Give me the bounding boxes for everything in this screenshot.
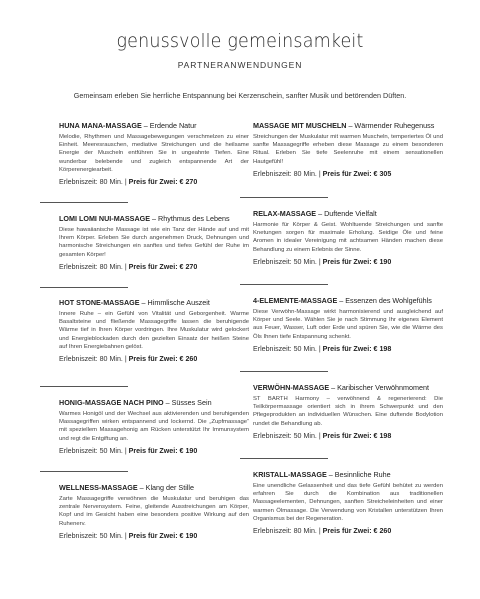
treatment-price-line: Erlebniszeit: 80 Min. | Preis für Zwei: € 260 (59, 355, 198, 364)
treatment-tagline: – Himmlische Auszeit (141, 298, 210, 307)
treatment-price: Preis für Zwei: € 190 (128, 446, 198, 455)
treatment-heading (59, 483, 249, 492)
treatment-description: Harmonie für Körper & Geist. Wohltuende Streichungen und sanfte Knetungen sorgen für maximale Erholung. Seidige Öle und feine Aromen in idealer Vereinigung mit achtsamen Händen machen diese Behandlung zu einem Erlebnis der Sinne. (253, 222, 443, 253)
treatment-tagline: – Besinnliche Ruhe (328, 470, 391, 479)
treatment-price: Preis für Zwei: € 198 (322, 344, 392, 353)
treatment-price-line: Erlebniszeit: 50 Min. | Preis für Zwei: € 190 (59, 446, 198, 455)
treatment-price-line: Erlebniszeit: 50 Min. | Preis für Zwei: € 190 (59, 531, 198, 540)
treatment-verwoehn (253, 383, 443, 441)
treatment-tagline: – Klang der Stille (139, 483, 195, 492)
treatment-heading (59, 398, 249, 407)
treatment-huna-mana (59, 121, 249, 187)
treatment-description: Innere Ruhe – ein Gefühl von Vitalität und Geborgenheit. Warme Basaltsteine und fließende Massagegriffe lassen die beruhigende Wärme tief in Ihren Körper vordringen. Ihre Muskulatur wird gelockert und Energieblockaden durch den gezielten Einsatz der heißen Steine auf Ihren Energiebahnen gelöst. (59, 311, 249, 350)
treatment-price: Preis für Zwei: € 270 (128, 262, 198, 271)
treatment-price-line: Erlebniszeit: 80 Min. | Preis für Zwei: € 305 (253, 169, 392, 178)
treatment-name: KRISTALL-MASSAGE (253, 470, 327, 479)
treatment-relax (253, 209, 443, 267)
treatment-lomi-lomi (59, 214, 249, 272)
treatment-time: Erlebniszeit: 50 Min. (253, 344, 317, 353)
divider-line (240, 284, 328, 285)
treatment-time: Erlebniszeit: 50 Min. (59, 531, 123, 540)
treatment-time: Erlebniszeit: 80 Min. (253, 169, 317, 178)
treatment-muscheln (253, 121, 443, 179)
treatment-heading (253, 296, 443, 305)
page-title: genussvolle gemeinsamkeit (116, 30, 364, 52)
divider-line (40, 202, 128, 203)
treatment-price-line: Erlebniszeit: 80 Min. | Preis für Zwei: € 270 (59, 178, 198, 187)
treatment-time: Erlebniszeit: 50 Min. (253, 431, 317, 440)
divider-line (40, 471, 128, 472)
treatment-price-line: Erlebniszeit: 50 Min. | Preis für Zwei: € 190 (253, 257, 392, 266)
treatment-price: Preis für Zwei: € 198 (322, 431, 392, 440)
treatment-description: Diese Verwöhn-Massage wirkt harmonisierend und ausgleichend auf Körper und Seele. Wählen Sie je nach Stimmung Ihr eigenes Element aus Feuer, Wasser, Luft oder Erde und spüren Sie, wie die Wärme des Öls Ihnen tiefe Entspannung schenkt. (253, 309, 443, 340)
treatment-tagline: – Süsses Sein (165, 398, 212, 407)
treatment-tagline: – Karibischer Verwöhnmoment (331, 383, 430, 392)
treatment-time: Erlebniszeit: 80 Min. (59, 178, 123, 187)
treatment-heading (253, 209, 443, 218)
page-subtitle: PARTNERANWENDUNGEN (177, 60, 303, 70)
treatment-price-line: Erlebniszeit: 50 Min. | Preis für Zwei: € 198 (253, 344, 392, 353)
treatment-price-line: Erlebniszeit: 80 Min. | Preis für Zwei: € 260 (253, 527, 392, 536)
divider-line (240, 458, 328, 459)
treatment-tagline: – Wärmender Ruhegenuss (348, 121, 435, 130)
treatment-tagline: – Rhythmus des Lebens (152, 214, 230, 223)
treatment-time: Erlebniszeit: 80 Min. (59, 262, 123, 271)
treatment-heading (59, 298, 249, 307)
treatment-name: LOMI LOMI NUI-MASSAGE (59, 214, 151, 223)
treatment-price-line: Erlebniszeit: 50 Min. | Preis für Zwei: € 198 (253, 431, 392, 440)
treatment-heading (253, 470, 443, 479)
treatment-name: 4-ELEMENTE-MASSAGE (253, 296, 338, 305)
treatment-heading (59, 214, 249, 223)
treatment-tagline: – Duftende Vielfalt (318, 209, 377, 218)
treatment-description: Melodie, Rhythmen und Massagebewegungen verschmelzen zu einer Einheit. Meeresrauschen, mediative Streichungen und die heilsame Energie der Muscheln entführen Sie in ungeahnte Tiefen. Eine wunderbar belebende und zugleich entspannende Art der Körperenergiearbeit. (59, 134, 249, 173)
treatment-tagline: – Essenzen des Wohlgefühls (339, 296, 432, 305)
treatment-description: ST BARTH Harmony – verwöhnend & regenerierend: Die Teilkörpermassage orientiert sich in ihrem Schwerpunkt und den Pflegeprodukten an individuellen Wünschen. Eine duftende Bodylotion rundet die Behandlung ab. (253, 396, 443, 427)
treatment-price: Preis für Zwei: € 305 (322, 169, 392, 178)
treatment-description: Streichungen der Muskulatur mit warmen Muscheln, temperiertes Öl und sanfte Massagegriffe erheben diese Massage zu einem besonderen Ritual. Erleben Sie tiefe Seelenruhe mit einem sensationellen Hautgefühl! (253, 134, 443, 165)
divider-line (240, 371, 328, 372)
treatment-price: Preis für Zwei: € 260 (322, 527, 392, 536)
treatment-honig (59, 398, 249, 456)
treatment-heading (59, 121, 249, 130)
treatment-price: Preis für Zwei: € 190 (128, 531, 198, 540)
treatment-name: HONIG-MASSAGE NACH PINO (59, 398, 164, 407)
treatment-price-line: Erlebniszeit: 80 Min. | Preis für Zwei: € 270 (59, 262, 198, 271)
treatment-name: WELLNESS-MASSAGE (59, 483, 138, 492)
treatment-name: HUNA MANA-MASSAGE (59, 121, 142, 130)
treatment-description: Eine unendliche Gelassenheit und das tiefe Gefühl behütet zu werden erfahren Sie durch die Kombination aus traditionellen Massageelementen, Dehnungen, sanften Streicheleinheiten und einer warmen Ölmassage. Die Verwendung von Kristallen unterstützen Ihren Organismus bei der Regeneration. (253, 483, 443, 522)
divider-line (40, 386, 128, 387)
treatment-tagline: – Erdende Natur (143, 121, 197, 130)
treatment-heading (253, 121, 443, 130)
treatment-name: MASSAGE MIT MUSCHELN (253, 121, 347, 130)
treatment-time: Erlebniszeit: 80 Min. (253, 527, 317, 536)
divider-line (240, 197, 328, 198)
treatment-price: Preis für Zwei: € 190 (322, 257, 392, 266)
treatment-price: Preis für Zwei: € 270 (128, 178, 198, 187)
treatment-time: Erlebniszeit: 50 Min. (59, 446, 123, 455)
treatment-description: Diese hawaiianische Massage ist wie ein Tanz der Hände auf und mit Ihrem Körper. Erleben Sie durch angenehmen Druck, Dehnungen und harmonische Streichungen ein sanftes und tiefes Gefühl der Ruhe im gesamten Körper! (59, 227, 249, 258)
treatment-time: Erlebniszeit: 80 Min. (59, 355, 123, 364)
treatment-time: Erlebniszeit: 50 Min. (253, 257, 317, 266)
treatment-4-elemente (253, 296, 443, 354)
treatment-wellness (59, 483, 249, 541)
treatment-price: Preis für Zwei: € 260 (128, 355, 198, 364)
treatment-hot-stone (59, 298, 249, 364)
divider-line (40, 287, 128, 288)
treatment-name: HOT STONE-MASSAGE (59, 298, 140, 307)
intro-text: Gemeinsam erleben Sie herrliche Entspannung bei Kerzenschein, sanfter Musik und betörenden Düften. (73, 91, 407, 100)
treatment-description: Warmes Honigöl und der Wechsel aus aktivierenden und beruhigenden Massagegriffen wirken entspannend und lockernd. Die „Zupfmassage“ mit speziellem Massagehonig am Rücken unterstützt Ihr Immunsystem und regt die Entgiftung an. (59, 411, 249, 442)
treatment-heading (253, 383, 443, 392)
treatment-description: Zarte Massagegriffe verwöhnen die Muskulatur und beruhigen das zentrale Nervensystem. Feine, gleitende Ausstreichungen am Körper, Kopf und im Gesicht haben eine besonders positive Wirkung auf den Ruhenerv. (59, 496, 249, 527)
treatment-name: RELAX-MASSAGE (253, 209, 317, 218)
treatment-kristall (253, 470, 443, 536)
treatment-name: VERWÖHN-MASSAGE (253, 383, 330, 392)
